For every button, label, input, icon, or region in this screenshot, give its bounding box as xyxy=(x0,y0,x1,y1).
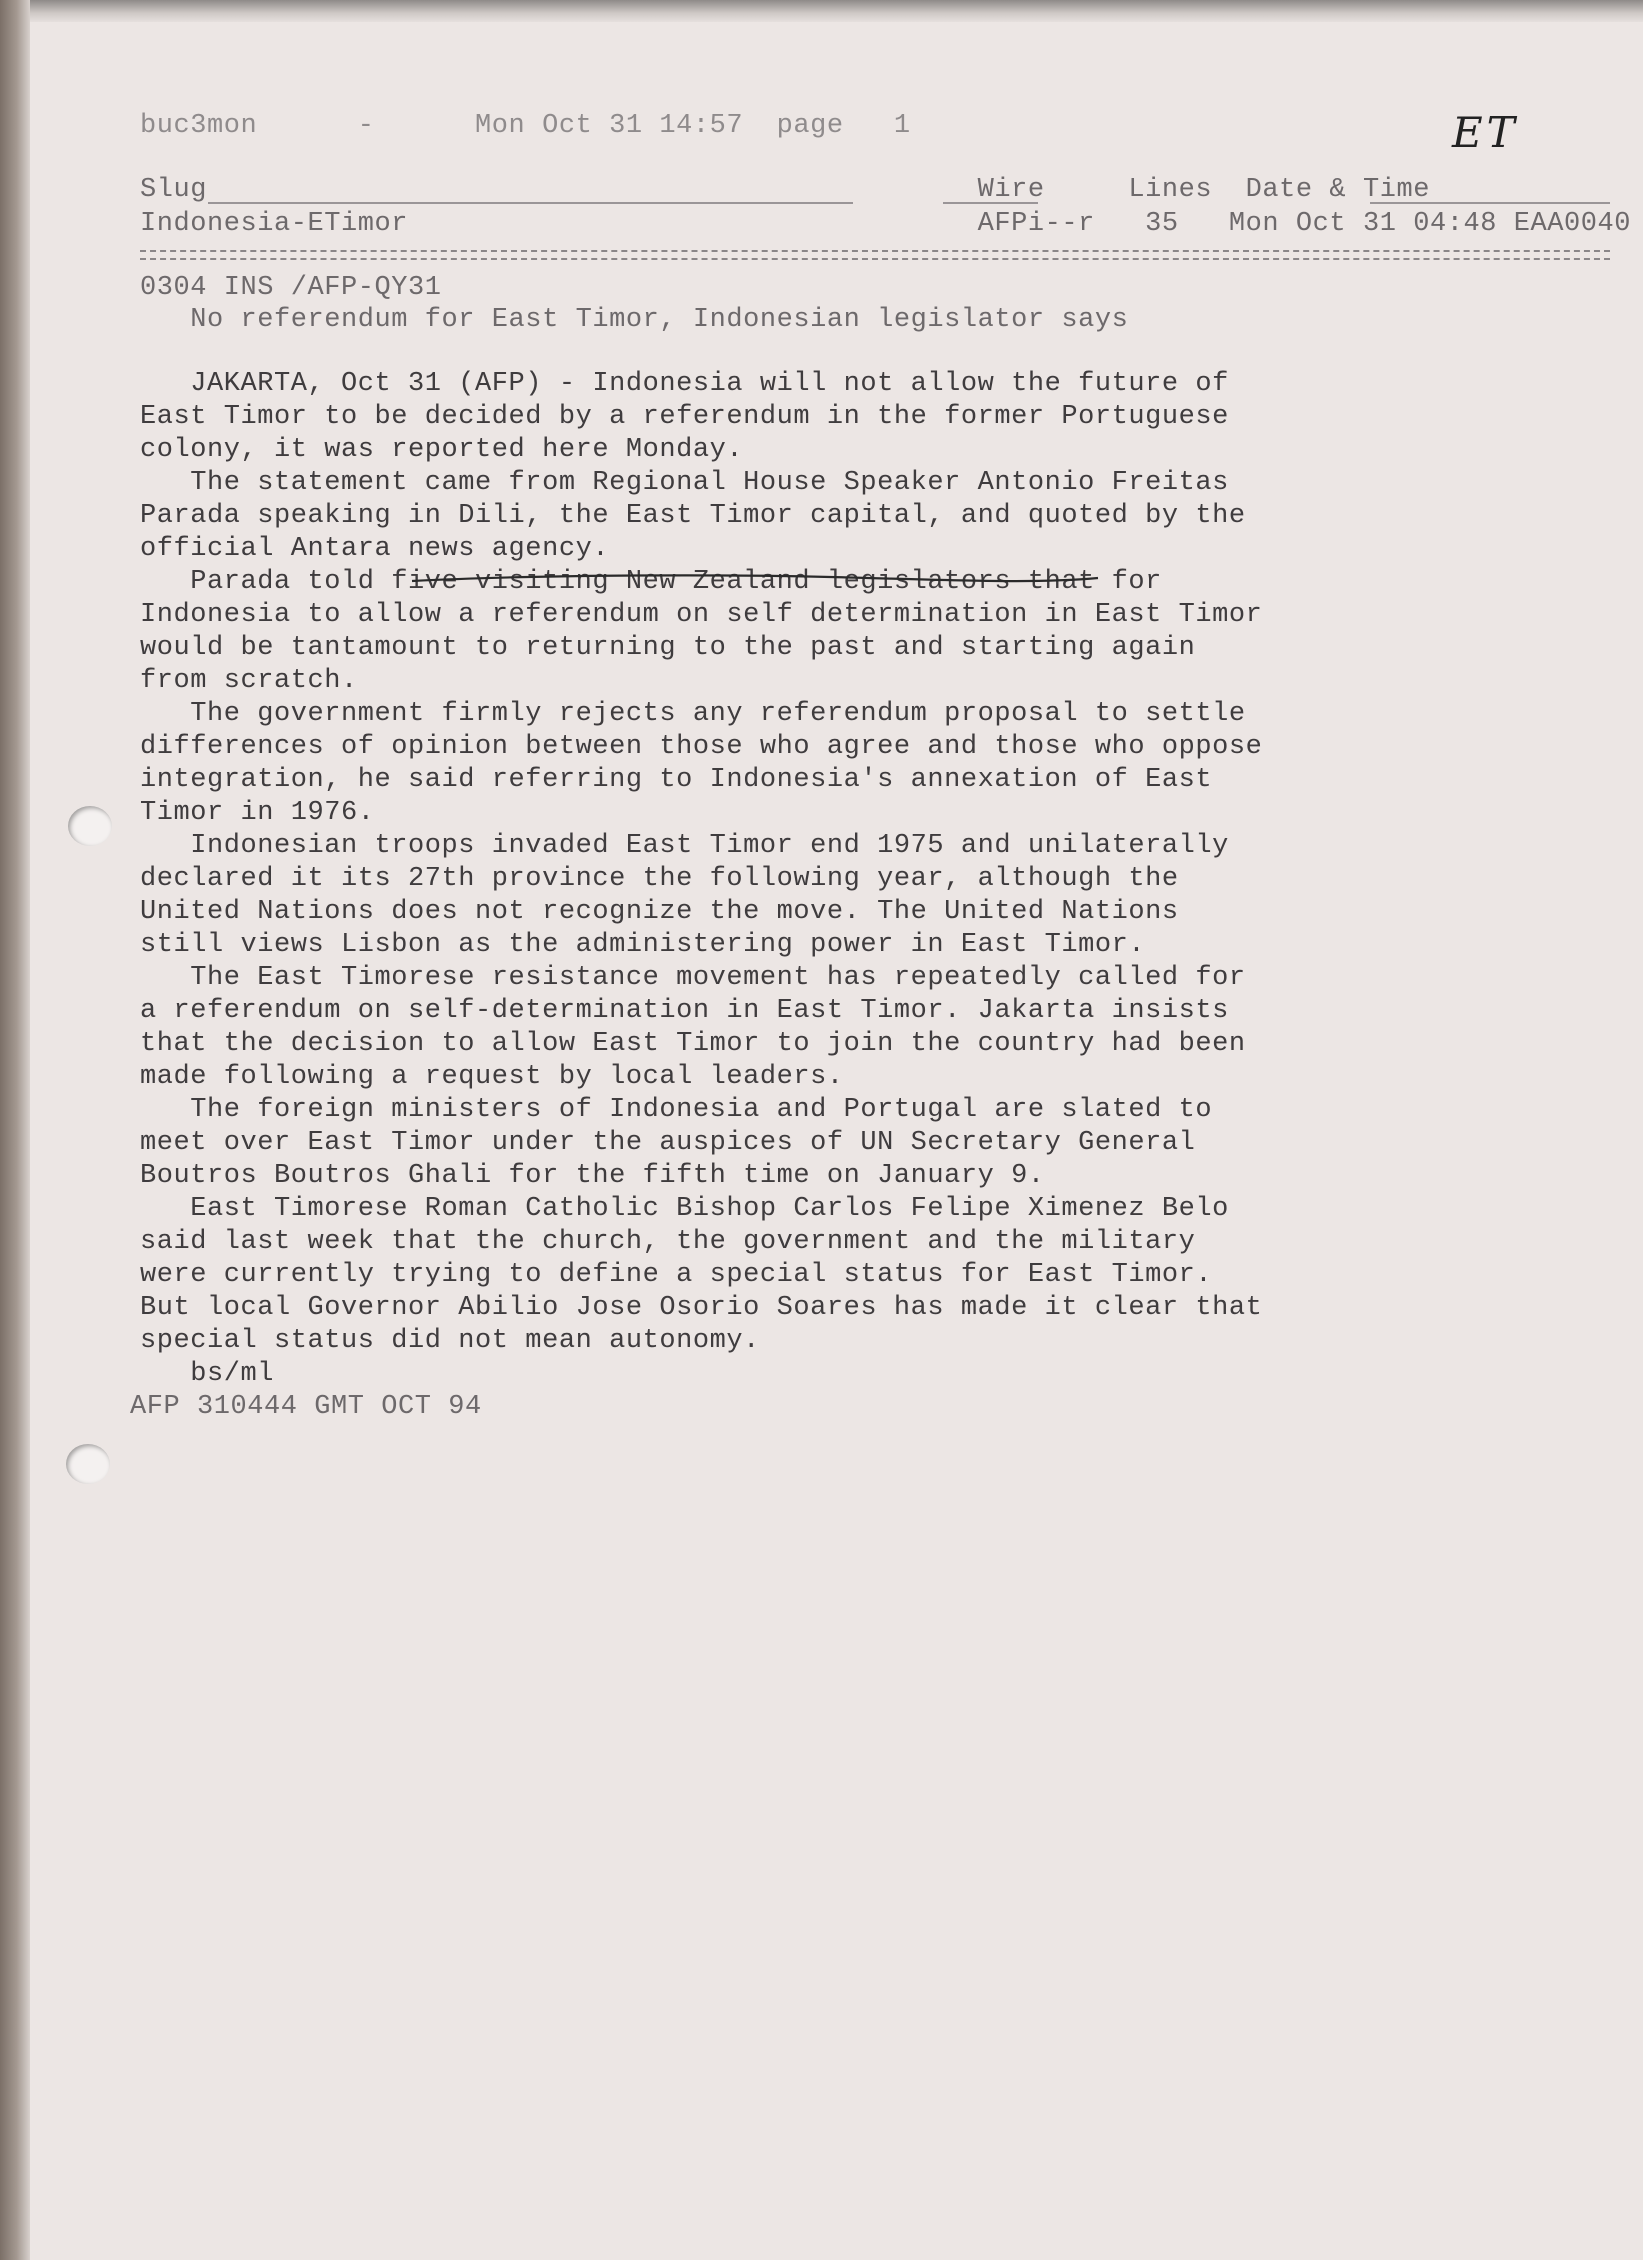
story-signoff: bs/ml xyxy=(140,1359,275,1389)
body-line: Indonesia to allow a referendum on self determination in East Timor xyxy=(140,600,1263,630)
body-line: But local Governor Abilio Jose Osorio Soares has made it clear that xyxy=(140,1293,1263,1323)
body-line: Indonesian troops invaded East Timor end 1975 and unilaterally xyxy=(140,831,1229,861)
body-line: made following a request by local leaders. xyxy=(140,1062,844,1092)
body-line: were currently trying to define a special status for East Timor. xyxy=(140,1260,1213,1290)
file-header-line: buc3mon - Mon Oct 31 14:57 page 1 xyxy=(140,111,911,141)
scan-left-edge xyxy=(0,0,30,2260)
body-line: United Nations does not recognize the move. The United Nations xyxy=(140,897,1179,927)
body-line: Boutros Boutros Ghali for the fifth time on January 9. xyxy=(140,1161,1045,1191)
body-line: a referendum on self-determination in East Timor. Jakarta insists xyxy=(140,996,1229,1026)
slug-rule xyxy=(208,202,853,204)
handwritten-tag: ET xyxy=(1452,108,1519,157)
body-line: said last week that the church, the government and the military xyxy=(140,1227,1196,1257)
body-line: declared it its 27th province the following year, although the xyxy=(140,864,1179,894)
body-line: The government firmly rejects any referendum proposal to settle xyxy=(140,699,1246,729)
body-line: from scratch. xyxy=(140,666,358,696)
body-line: official Antara news agency. xyxy=(140,534,610,564)
body-line: still views Lisbon as the administering power in East Timor. xyxy=(140,930,1146,960)
body-line: meet over East Timor under the auspices of UN Secretary General xyxy=(140,1128,1196,1158)
wire-rule xyxy=(943,202,1038,204)
header-double-rule xyxy=(140,250,1610,260)
story-headline: No referendum for East Timor, Indonesian legislator says xyxy=(140,305,1129,335)
body-line: Parada speaking in Dili, the East Timor capital, and quoted by the xyxy=(140,501,1246,531)
body-line: colony, it was reported here Monday. xyxy=(140,435,744,465)
body-line: East Timorese Roman Catholic Bishop Carlos Felipe Ximenez Belo xyxy=(140,1194,1229,1224)
date-rule xyxy=(1370,202,1610,204)
punch-hole-lower xyxy=(66,1444,110,1484)
body-line: East Timor to be decided by a referendum in the former Portuguese xyxy=(140,402,1229,432)
body-line: JAKARTA, Oct 31 (AFP) - Indonesia will not allow the future of xyxy=(140,369,1229,399)
body-line: The foreign ministers of Indonesia and Portugal are slated to xyxy=(140,1095,1213,1125)
fields-value-line: Indonesia-ETimor AFPi--r 35 Mon Oct 31 04:48 EAA0040 xyxy=(140,209,1631,239)
punch-hole-upper xyxy=(68,806,112,846)
body-line: Timor in 1976. xyxy=(140,798,375,828)
fields-label-line: Slug Wire Lines Date & Time xyxy=(140,175,1430,205)
body-line: Parada told five visiting New Zealand legislators that for xyxy=(140,567,1162,597)
body-line: would be tantamount to returning to the past and starting again xyxy=(140,633,1196,663)
body-line: The statement came from Regional House Speaker Antonio Freitas xyxy=(140,468,1229,498)
scan-top-edge xyxy=(0,0,1643,22)
body-line: special status did not mean autonomy. xyxy=(140,1326,760,1356)
body-line: differences of opinion between those who agree and those who oppose xyxy=(140,732,1263,762)
handwritten-underline xyxy=(410,572,1100,586)
story-dateline: AFP 310444 GMT OCT 94 xyxy=(130,1392,482,1422)
body-line: that the decision to allow East Timor to join the country had been xyxy=(140,1029,1246,1059)
story-code-line: 0304 INS /AFP-QY31 xyxy=(140,273,442,303)
body-line: integration, he said referring to Indonesia's annexation of East xyxy=(140,765,1213,795)
body-line: The East Timorese resistance movement has repeatedly called for xyxy=(140,963,1246,993)
